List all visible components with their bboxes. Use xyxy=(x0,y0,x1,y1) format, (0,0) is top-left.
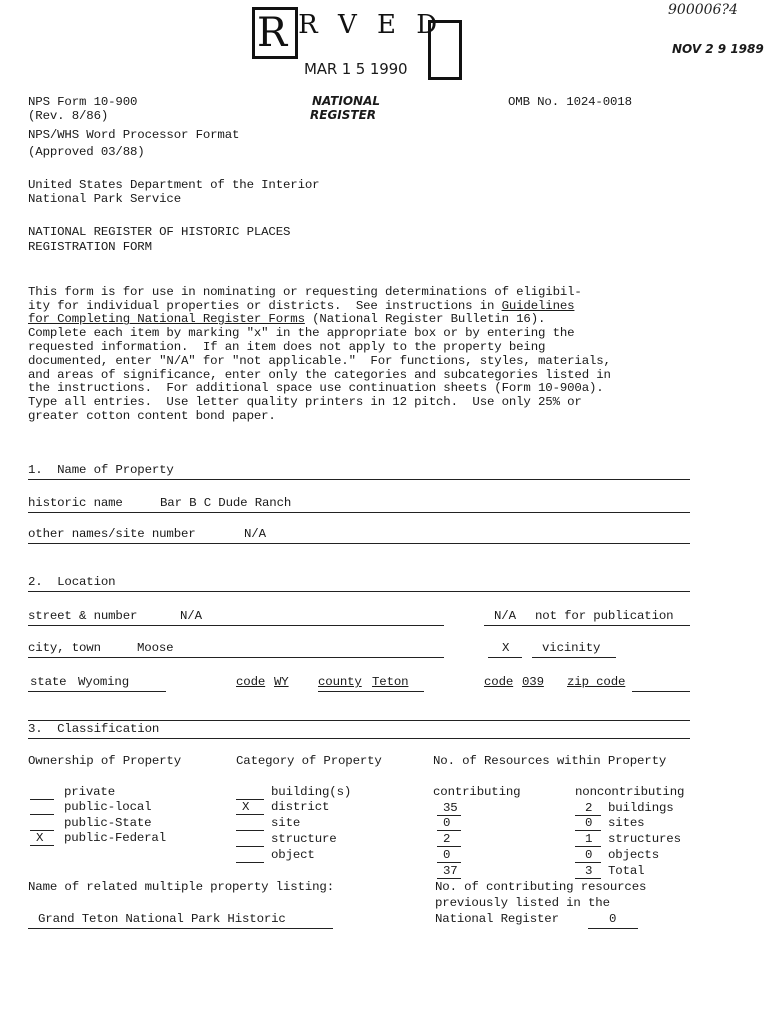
county-label: county xyxy=(318,675,362,689)
ownership-checkbox-line xyxy=(30,845,54,846)
ownership-checkbox-line xyxy=(30,814,54,815)
instructions-line: Complete each item by marking "x" in the appropriate box or by entering the xyxy=(28,326,575,341)
national-register-stamp-2: REGISTER xyxy=(310,108,377,122)
previously-listed-1: No. of contributing resources xyxy=(435,880,647,894)
section1-rule xyxy=(28,479,690,480)
received-stamp-text: R V E D xyxy=(298,10,444,40)
state-rule xyxy=(28,691,166,692)
category-label: structure xyxy=(271,832,337,846)
other-names-rule xyxy=(28,543,690,544)
category-checkbox-line xyxy=(236,799,264,800)
contributing-count[interactable]: 2 xyxy=(443,832,451,846)
section2-rule xyxy=(28,591,690,592)
noncontributing-header: noncontributing xyxy=(575,785,685,799)
county-rule xyxy=(318,691,424,692)
ownership-label: public-State xyxy=(64,816,152,830)
category-label: site xyxy=(271,816,301,830)
instructions-line: requested information. If an item does not apply to the property being xyxy=(28,339,546,354)
zip-code-label: zip code xyxy=(567,675,626,689)
contributing-header: contributing xyxy=(433,785,521,799)
instructions-line: Type all entries. Use letter quality printers in 12 pitch. Use only 25% or xyxy=(28,395,582,410)
previously-listed-value[interactable]: 0 xyxy=(609,912,617,926)
received-stamp-r: R xyxy=(252,7,298,59)
zip-rule xyxy=(632,691,690,692)
ownership-checkbox-line xyxy=(30,799,54,800)
vicinity-label: vicinity xyxy=(542,641,601,655)
historic-name-value[interactable]: Bar B C Dude Ranch xyxy=(160,496,292,510)
related-listing-label: Name of related multiple property listing: xyxy=(28,880,334,894)
approved-date: (Approved 03/88) xyxy=(28,145,145,159)
handwritten-reference: 900006?4 xyxy=(668,2,738,18)
instructions xyxy=(28,272,611,438)
category-mark[interactable]: X xyxy=(242,800,250,814)
nfp-rule xyxy=(484,625,690,626)
not-for-publication-value[interactable]: N/A xyxy=(494,609,516,623)
section2-heading: 2. Location xyxy=(28,575,116,589)
service: National Park Service xyxy=(28,192,181,206)
vicinity-rule xyxy=(532,657,616,658)
resource-label: objects xyxy=(608,848,659,862)
noncontributing-count[interactable]: 0 xyxy=(585,848,593,862)
street-value[interactable]: N/A xyxy=(180,609,202,623)
noncontributing-total[interactable]: 3 xyxy=(585,864,593,878)
contributing-line xyxy=(437,846,461,847)
omb-number: OMB No. 1024-0018 xyxy=(508,95,632,109)
related-listing-rule xyxy=(28,928,333,929)
word-processor-format: NPS/WHS Word Processor Format xyxy=(28,128,240,142)
street-rule xyxy=(28,625,444,626)
resource-label: structures xyxy=(608,832,681,846)
instructions-line: This form is for use in nominating or requesting determinations of eligibil- xyxy=(28,284,582,299)
previously-listed-2: previously listed in the xyxy=(435,896,610,910)
ownership-header: Ownership of Property xyxy=(28,754,181,768)
department: United States Department of the Interior xyxy=(28,178,320,192)
national-register-stamp-1: NATIONAL xyxy=(312,94,381,108)
noncontributing-line xyxy=(575,878,601,879)
category-checkbox-line xyxy=(236,814,264,815)
historic-name-rule xyxy=(28,512,690,513)
county-code-label: code xyxy=(484,675,514,689)
resource-label: sites xyxy=(608,816,645,830)
contributing-line xyxy=(437,862,461,863)
category-label: object xyxy=(271,848,315,862)
received-stamp xyxy=(252,10,462,80)
contributing-line xyxy=(437,830,461,831)
guidelines-title: for Completing National Register Forms xyxy=(28,312,305,327)
not-for-publication-label: not for publication xyxy=(535,609,674,623)
county-code-value[interactable]: 039 xyxy=(522,675,544,689)
category-label: district xyxy=(271,800,330,814)
noncontributing-count[interactable]: 2 xyxy=(585,801,593,815)
section1-heading: 1. Name of Property xyxy=(28,463,174,477)
received-date: MAR 1 5 1990 xyxy=(304,60,408,78)
previously-listed-rule xyxy=(588,928,638,929)
instructions-text: (National Register Bulletin 16). xyxy=(304,312,546,327)
instructions-text: ity for individual properties or districts. See instructions in xyxy=(28,298,502,313)
section3-top-rule xyxy=(28,720,690,721)
noncontributing-line xyxy=(575,830,601,831)
vicinity-checkbox-line xyxy=(488,657,522,658)
instructions-line xyxy=(28,313,611,327)
other-names-label: other names/site number xyxy=(28,527,196,541)
form-title-1: NATIONAL REGISTER OF HISTORIC PLACES xyxy=(28,225,291,239)
guidelines-link: Guidelines xyxy=(501,298,575,313)
resource-label: buildings xyxy=(608,801,674,815)
ownership-label: public-local xyxy=(64,800,152,814)
form-title-2: REGISTRATION FORM xyxy=(28,240,152,254)
state-value[interactable]: Wyoming xyxy=(78,675,129,689)
noncontributing-count[interactable]: 1 xyxy=(585,832,593,846)
contributing-count[interactable]: 0 xyxy=(443,848,451,862)
ownership-mark[interactable]: X xyxy=(36,831,44,845)
category-checkbox-line xyxy=(236,846,264,847)
contributing-count[interactable]: 0 xyxy=(443,816,451,830)
received-stamp-letters xyxy=(252,10,443,56)
city-rule xyxy=(28,657,444,658)
noncontributing-count[interactable]: 0 xyxy=(585,816,593,830)
ownership-label: private xyxy=(64,785,115,799)
instructions-line: documented, enter "N/A" for "not applicable." For functions, styles, materials, xyxy=(28,353,611,368)
county-value[interactable]: Teton xyxy=(372,675,409,689)
section3-heading: 3. Classification xyxy=(28,722,160,736)
category-header: Category of Property xyxy=(236,754,382,768)
resource-label: Total xyxy=(608,864,645,878)
section3-rule xyxy=(28,738,690,739)
instructions-line xyxy=(28,300,611,314)
noncontributing-line xyxy=(575,846,601,847)
city-value[interactable]: Moose xyxy=(137,641,174,655)
resources-header: No. of Resources within Property xyxy=(433,754,667,768)
street-label: street & number xyxy=(28,609,138,623)
previously-listed-3: National Register xyxy=(435,912,559,926)
instructions-line: greater cotton content bond paper. xyxy=(28,408,276,423)
contributing-total[interactable]: 37 xyxy=(443,864,458,878)
category-checkbox-line xyxy=(236,830,264,831)
noncontributing-line xyxy=(575,862,601,863)
contributing-line xyxy=(437,878,461,879)
state-code-label: code xyxy=(236,675,266,689)
nov-date-stamp: NOV 2 9 1989 xyxy=(672,42,764,56)
contributing-count[interactable]: 35 xyxy=(443,801,458,815)
form-number: NPS Form 10-900 xyxy=(28,95,138,109)
state-code-value[interactable]: WY xyxy=(274,675,289,689)
instructions-line: and areas of significance, enter only the categories and subcategories listed in xyxy=(28,367,611,382)
instructions-line: the instructions. For additional space use continuation sheets (Form 10-900a). xyxy=(28,381,604,396)
related-listing-value[interactable]: Grand Teton National Park Historic xyxy=(38,912,286,926)
state-label: state xyxy=(30,675,67,689)
historic-name-label: historic name xyxy=(28,496,123,510)
city-label: city, town xyxy=(28,641,101,655)
other-names-value[interactable]: N/A xyxy=(244,527,266,541)
received-stamp-d-box xyxy=(428,20,462,80)
vicinity-checkbox[interactable]: X xyxy=(502,641,510,655)
form-revision: (Rev. 8/86) xyxy=(28,109,109,123)
category-label: building(s) xyxy=(271,785,352,799)
category-checkbox-line xyxy=(236,862,264,863)
ownership-label: public-Federal xyxy=(64,831,166,845)
